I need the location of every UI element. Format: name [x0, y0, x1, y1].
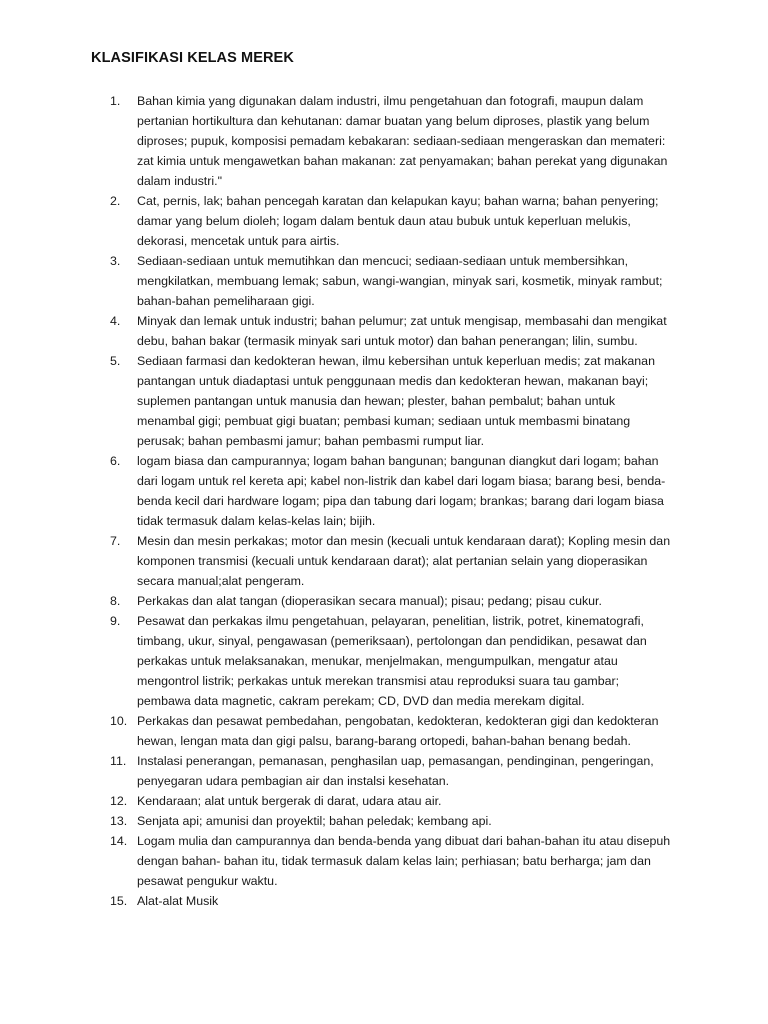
list-item-15	[0, 891, 768, 911]
item-text: Sediaan-sediaan untuk memutihkan dan mencuci; sediaan-sediaan untuk membersihkan, mengkilatkan, membuang lemak; sabun, wangi-wangian, minyak sari, kosmetik, minyak rambut; bahan-bahan pemeliharaan gigi.	[137, 254, 663, 308]
list-item-11	[0, 751, 768, 791]
item-number: 12.	[110, 794, 128, 808]
item-number: 3.	[110, 254, 121, 268]
item-number: 9.	[110, 614, 121, 628]
list-item-8	[0, 591, 768, 611]
item-text: Minyak dan lemak untuk industri; bahan pelumur; zat untuk mengisap, membasahi dan mengikat debu, bahan bakar (termasik minyak sari untuk motor) dan bahan penerangan; lilin, sumbu.	[137, 314, 667, 348]
item-number: 4.	[110, 314, 121, 328]
item-text: Kendaraan; alat untuk bergerak di darat, udara atau air.	[137, 794, 442, 808]
list-item-4	[0, 311, 768, 351]
item-number: 13.	[110, 814, 128, 828]
item-text: Perkakas dan pesawat pembedahan, pengobatan, kedokteran, kedokteran gigi dan kedokteran hewan, lengan mata dan gigi palsu, barang-barang ortopedi, bahan-bahan benang bedah.	[137, 714, 659, 748]
item-number: 14.	[110, 834, 128, 848]
list-item-3	[0, 251, 768, 311]
item-text: Logam mulia dan campurannya dan benda-benda yang dibuat dari bahan-bahan itu atau disepuh dengan bahan- bahan itu, tidak termasuk dalam kelas lain; perhiasan; batu berharga; jam dan pesawat pengukur waktu.	[137, 834, 671, 888]
item-number: 15.	[110, 894, 128, 908]
list-item-10	[0, 711, 768, 751]
item-text: Alat-alat Musik	[137, 894, 219, 908]
item-number: 11.	[110, 754, 127, 768]
list-item-2	[0, 191, 768, 251]
page-title: KLASIFIKASI KELAS MEREK	[91, 50, 294, 66]
item-text: Bahan kimia yang digunakan dalam industri, ilmu pengetahuan dan fotografi, maupun dalam pertanian hortikultura dan kehutanan: damar buatan yang belum diproses, plastik yang belum diproses; pupuk, komposisi pemadam kebakaran: sediaan-sediaan mengeraskan dan memateri: zat kimia untuk mengawetkan bahan makanan: zat penyamakan; bahan perekat yang digunakan dalam industri."	[137, 94, 668, 188]
item-text: logam biasa dan campurannya; logam bahan bangunan; bangunan diangkut dari logam; bahan dari logam untuk rel kereta api; kabel non-listrik dan kabel dari logam biasa; barang besi, benda-benda kecil dari hardware logam; pipa dan tabung dari logam; brankas; barang dari logam biasa tidak termasuk dalam kelas-kelas lain; bijih.	[137, 454, 666, 528]
item-text: Cat, pernis, lak; bahan pencegah karatan dan kelapukan kayu; bahan warna; bahan penyering; damar yang belum dioleh; logam dalam bentuk daun atau bubuk untuk keperluan melukis, dekorasi, mencetak untuk para airtis.	[137, 194, 659, 248]
item-text: Mesin dan mesin perkakas; motor dan mesin (kecuali untuk kendaraan darat); Kopling mesin dan komponen transmisi (kecuali untuk kendaraan darat); alat pertanian selain yang dioperasikan secara manual;alat pengeram.	[137, 534, 671, 588]
list-item-12	[0, 791, 768, 811]
item-text: Instalasi penerangan, pemanasan, penghasilan uap, pemasangan, pendinginan, pengeringan, penyegaran udara pembagian air dan instalsi kesehatan.	[137, 754, 654, 788]
item-text: Pesawat dan perkakas ilmu pengetahuan, pelayaran, penelitian, listrik, potret, kinematografi, timbang, ukur, sinyal, pengawasan (pemeriksaan), pertolongan dan pendidikan, pesawat dan perkakas untuk melaksanakan, menukar, menjelmakan, mengumpulkan, mengatur atau mengontrol listrik; perkakas untuk merekan transmisi atau reproduksi suara tau gambar; pembawa data magnetic, cakram perekam; CD, DVD dan media merekam digital.	[137, 614, 647, 708]
item-number: 2.	[110, 194, 121, 208]
item-number: 8.	[110, 594, 121, 608]
item-text: Sediaan farmasi dan kedokteran hewan, ilmu kebersihan untuk keperluan medis; zat makanan pantangan untuk diadaptasi untuk penggunaan medis dan kedokteran hewan, makanan bayi; suplemen pantangan untuk manusia dan hewan; plester, bahan pembalut; bahan untuk menambal gigi; pembuat gigi buatan; pembasi kuman; sediaan untuk membasmi binatang perusak; bahan pembasmi jamur; bahan pembasmi rumput liar.	[137, 354, 655, 448]
item-number: 6.	[110, 454, 121, 468]
item-text: Senjata api; amunisi dan proyektil; bahan peledak; kembang api.	[137, 814, 492, 828]
list-item-7	[0, 531, 768, 591]
list-item-6	[0, 451, 768, 531]
item-text: Perkakas dan alat tangan (dioperasikan secara manual); pisau; pedang; pisau cukur.	[137, 594, 602, 608]
list-item-5	[0, 351, 768, 451]
item-number: 5.	[110, 354, 121, 368]
item-number: 1.	[110, 94, 121, 108]
list-item-14	[0, 831, 768, 891]
list-item-13	[0, 811, 768, 831]
list-item-9	[0, 611, 768, 711]
item-number: 7.	[110, 534, 121, 548]
list-item-1	[0, 91, 768, 191]
class-list	[0, 91, 768, 911]
item-number: 10.	[110, 714, 128, 728]
